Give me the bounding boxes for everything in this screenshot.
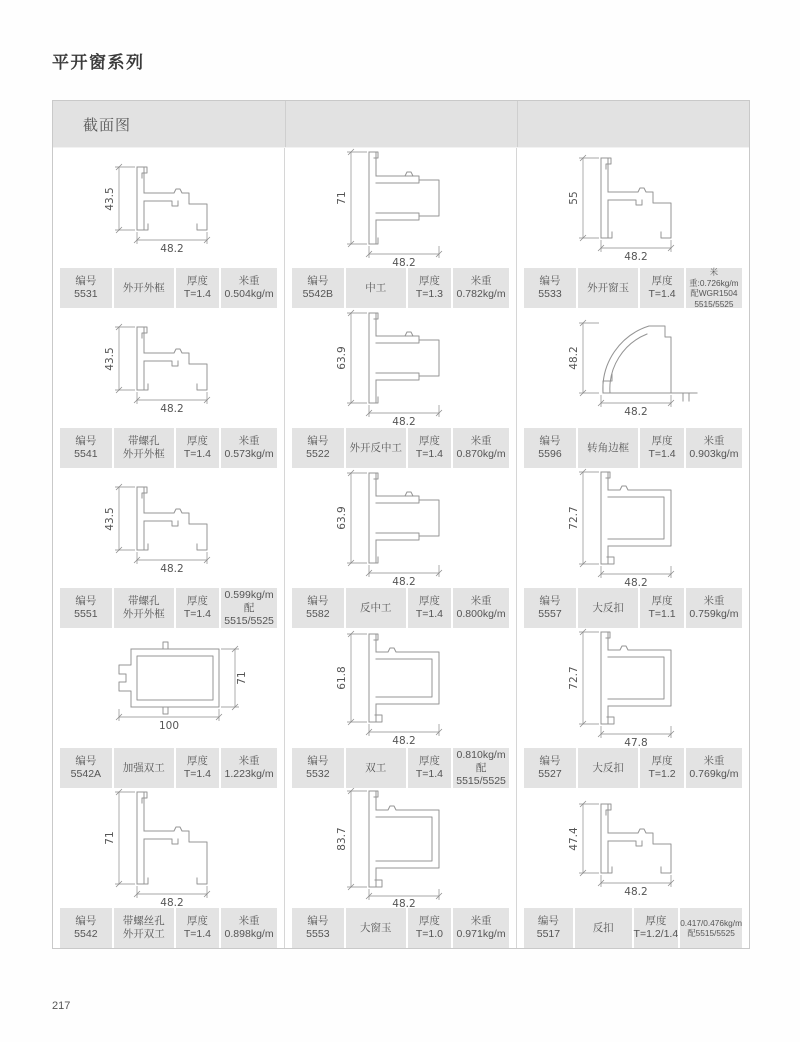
spec-strip	[285, 748, 516, 788]
dimension-label: 48.2	[159, 897, 184, 908]
profile-cell	[53, 148, 285, 308]
spec-line: 0.769kg/m	[689, 768, 739, 780]
spec-name	[578, 748, 638, 788]
spec-code	[60, 748, 112, 788]
spec-line: 0.417/0.476kg/m	[680, 917, 742, 928]
spec-line: 5596	[538, 448, 562, 460]
profile-outline	[601, 804, 671, 873]
spec-code	[524, 428, 576, 468]
spec-strip	[285, 908, 516, 948]
spec-weight	[686, 588, 742, 628]
spec-line: T=1.2/1.4	[633, 928, 679, 940]
spec-line: 5582	[306, 608, 330, 620]
dimension-label: 72.7	[568, 666, 580, 690]
spec-weight	[453, 588, 509, 628]
spec-line: 编号	[307, 915, 329, 927]
spec-line: 配5515/5525	[456, 761, 506, 787]
dimension-label: 48.2	[624, 886, 648, 898]
dimension-lines	[347, 310, 442, 417]
profile-diagram	[287, 308, 515, 428]
table-header-row	[53, 101, 749, 148]
spec-code	[292, 588, 344, 628]
spec-line: 0.903kg/m	[689, 448, 739, 460]
spec-code	[292, 908, 344, 948]
profile-outline	[601, 472, 671, 564]
spec-thickness	[176, 588, 219, 628]
spec-code	[60, 268, 112, 308]
spec-line: 5542A	[70, 768, 102, 780]
spec-line: T=1.3	[415, 288, 443, 300]
page-title: 平开窗系列	[52, 53, 145, 72]
spec-weight	[686, 268, 742, 308]
spec-line: 米重	[238, 435, 260, 447]
spec-weight	[221, 268, 277, 308]
spec-line: T=1.4	[183, 768, 211, 780]
spec-weight	[221, 748, 277, 788]
profile-cell	[285, 308, 517, 468]
spec-line: T=1.4	[648, 448, 676, 460]
spec-name	[114, 908, 174, 948]
profile-grid	[53, 148, 749, 948]
spec-line: 双工	[365, 761, 387, 774]
spec-name	[346, 908, 406, 948]
profile-diagram	[287, 468, 515, 588]
profile-diagram-area	[517, 628, 749, 748]
spec-name	[575, 908, 632, 948]
spec-line: 5522	[306, 448, 330, 460]
dimension-label: 48.2	[568, 346, 580, 370]
spec-line: 5542B	[302, 288, 334, 300]
spec-line: 5527	[538, 768, 562, 780]
profile-cell	[53, 308, 285, 468]
spec-code	[292, 748, 344, 788]
dimension-label: 100	[158, 720, 179, 732]
spec-name	[578, 268, 638, 308]
spec-line: 厚度	[418, 915, 440, 927]
dimension-lines	[579, 469, 674, 578]
spec-code	[60, 588, 112, 628]
spec-weight	[686, 428, 742, 468]
dimension-label: 61.8	[335, 666, 348, 690]
spec-thickness	[640, 268, 684, 308]
profile-outline	[369, 634, 439, 722]
spec-line: 转角边框	[587, 441, 630, 454]
dimension-label: 48.2	[391, 257, 416, 268]
spec-weight	[680, 908, 742, 948]
table-header-label: 截面图	[83, 116, 132, 134]
spec-name	[114, 748, 174, 788]
spec-name	[346, 428, 406, 468]
profile-cell	[53, 788, 285, 948]
spec-code	[60, 908, 112, 948]
profile-diagram-area	[285, 788, 516, 908]
profile-diagram	[519, 148, 747, 268]
spec-thickness	[176, 268, 219, 308]
spec-thickness	[408, 748, 451, 788]
dimension-lines	[579, 320, 674, 407]
spec-line: 5515/5525	[694, 298, 734, 309]
spec-strip	[53, 588, 284, 628]
spec-line: 编号	[75, 275, 97, 287]
spec-line: 外开双工	[122, 928, 165, 940]
profile-outline	[603, 326, 697, 401]
dimension-label: 48.2	[391, 735, 416, 747]
spec-line: T=1.4	[415, 608, 443, 620]
spec-code	[524, 908, 573, 948]
profile-diagram-area	[285, 308, 516, 428]
profile-outline	[601, 632, 671, 724]
spec-line: 编号	[75, 915, 97, 927]
spec-line: 编号	[539, 755, 561, 767]
spec-code	[524, 268, 576, 308]
spec-line: 5553	[306, 928, 330, 940]
spec-line: 编号	[307, 435, 329, 447]
spec-line: 5531	[74, 288, 98, 300]
spec-line: T=1.4	[183, 928, 211, 940]
spec-line: 外开外框	[122, 281, 165, 294]
profile-cell	[53, 468, 285, 628]
dimension-lines	[347, 149, 442, 258]
spec-line: 外开外框	[122, 608, 165, 620]
spec-line: 0.800kg/m	[456, 608, 506, 620]
dimension-label: 48.2	[624, 251, 648, 263]
spec-code	[292, 268, 344, 308]
spec-line: 编号	[537, 915, 559, 927]
dimension-label: 48.2	[391, 898, 416, 908]
spec-name	[346, 588, 406, 628]
spec-strip	[517, 588, 749, 628]
spec-line: 5517	[536, 928, 561, 940]
spec-code	[524, 588, 576, 628]
spec-line: 编号	[539, 595, 561, 607]
profile-diagram-area	[53, 148, 284, 268]
dimension-label: 83.7	[335, 827, 348, 851]
spec-line: T=1.1	[648, 608, 676, 620]
spec-thickness	[408, 428, 451, 468]
spec-line: 5532	[306, 768, 330, 780]
spec-line: 5551	[74, 608, 98, 620]
spec-strip	[517, 748, 749, 788]
dimension-lines	[579, 629, 674, 738]
spec-strip	[285, 268, 516, 308]
spec-thickness	[640, 588, 684, 628]
spec-line: 米重:0.726kg/m	[689, 267, 739, 288]
spec-line: 厚度	[651, 755, 673, 767]
spec-line: 配5515/5525	[687, 928, 735, 938]
profile-diagram-area	[285, 148, 516, 268]
spec-line: 0.504kg/m	[224, 288, 274, 300]
spec-strip	[517, 428, 749, 468]
dimension-label: 71	[103, 831, 116, 845]
section-table	[52, 100, 750, 949]
profile-outline	[137, 792, 207, 884]
page-number: 217	[52, 1000, 71, 1012]
profile-diagram	[519, 628, 747, 748]
dimension-label: 48.2	[159, 243, 184, 255]
spec-line: 大反扣	[592, 761, 624, 774]
spec-line: 编号	[307, 275, 329, 287]
spec-line: 厚度	[651, 275, 673, 287]
dimension-label: 47.4	[568, 827, 580, 851]
spec-strip	[53, 748, 284, 788]
spec-name	[346, 268, 406, 308]
profile-diagram-area	[53, 788, 284, 908]
spec-thickness	[640, 748, 684, 788]
spec-line: 厚度	[186, 275, 208, 287]
profile-outline	[369, 152, 439, 244]
dimension-lines	[115, 789, 210, 898]
dimension-label: 63.9	[335, 506, 348, 530]
dimension-lines	[347, 470, 442, 577]
profile-diagram	[519, 468, 747, 588]
dimension-label: 72.7	[568, 506, 580, 530]
spec-line: 米重	[238, 275, 260, 287]
profile-diagram-area	[517, 308, 749, 428]
dimension-lines	[347, 631, 442, 736]
dimension-label: 43.5	[103, 347, 116, 371]
spec-code	[292, 428, 344, 468]
profile-diagram	[55, 468, 283, 588]
profile-outline	[137, 487, 207, 550]
spec-line: 5557	[538, 608, 562, 620]
profile-diagram-area	[517, 468, 749, 588]
spec-line: 米重	[470, 275, 492, 287]
spec-thickness	[176, 428, 219, 468]
profile-diagram-area	[517, 788, 749, 908]
profile-diagram-area	[53, 468, 284, 588]
profile-cell	[517, 628, 749, 788]
spec-line: 厚度	[418, 275, 440, 287]
spec-weight	[453, 268, 509, 308]
spec-line: 5542	[74, 928, 98, 940]
spec-line: 编号	[307, 595, 329, 607]
profile-diagram	[55, 788, 283, 908]
spec-strip	[517, 908, 749, 948]
profile-diagram	[287, 148, 515, 268]
dimension-label: 48.2	[391, 416, 416, 428]
spec-line: 0.782kg/m	[456, 288, 506, 300]
spec-line: 米重	[470, 435, 492, 447]
spec-line: 米重	[238, 755, 260, 767]
spec-line: 编号	[307, 755, 329, 767]
profile-cell	[517, 468, 749, 628]
spec-name	[578, 428, 638, 468]
dimension-lines	[116, 646, 239, 721]
profile-outline	[601, 158, 671, 238]
spec-line: 大反扣	[592, 601, 624, 614]
spec-line: 配WGR1504	[690, 288, 738, 298]
spec-thickness	[408, 588, 451, 628]
spec-line: T=1.4	[415, 448, 443, 460]
profile-outline	[137, 327, 207, 390]
spec-line: T=1.4	[415, 768, 443, 780]
profile-outline	[369, 313, 439, 403]
spec-weight	[221, 428, 277, 468]
spec-name	[114, 428, 174, 468]
profile-diagram	[287, 788, 515, 908]
spec-line: 厚度	[418, 755, 440, 767]
profile-outline	[119, 642, 219, 714]
spec-weight	[453, 908, 509, 948]
spec-line: 带螺丝孔	[122, 915, 165, 927]
spec-strip	[53, 268, 284, 308]
spec-thickness	[176, 748, 219, 788]
spec-line: 反扣	[592, 921, 614, 934]
profile-outline	[369, 473, 439, 563]
spec-line: 米重	[238, 915, 260, 927]
spec-line: T=1.4	[183, 608, 211, 620]
spec-line: 米重	[703, 595, 725, 607]
spec-line: 米重	[703, 435, 725, 447]
spec-name	[114, 588, 174, 628]
spec-line: 厚度	[186, 915, 208, 927]
spec-line: 编号	[539, 275, 561, 287]
profile-outline	[137, 167, 207, 230]
spec-weight	[453, 428, 509, 468]
spec-line: 0.759kg/m	[689, 608, 739, 620]
spec-weight	[221, 588, 277, 628]
spec-line: 5533	[538, 288, 562, 300]
spec-line: 0.971kg/m	[456, 928, 506, 940]
spec-line: 5541	[74, 448, 98, 460]
spec-line: 厚度	[186, 435, 208, 447]
spec-line: T=1.0	[415, 928, 443, 940]
spec-name	[114, 268, 174, 308]
spec-strip	[53, 908, 284, 948]
profile-diagram	[55, 628, 283, 748]
dimension-lines	[347, 788, 442, 900]
spec-line: 配5515/5525	[224, 601, 274, 627]
profile-cell	[285, 628, 517, 788]
spec-line: 反中工	[359, 601, 392, 614]
spec-line: 编号	[75, 595, 97, 607]
spec-code	[60, 428, 112, 468]
spec-strip	[517, 268, 749, 308]
spec-line: 大窗玉	[359, 921, 392, 934]
spec-line: 0.599kg/m	[224, 588, 274, 601]
spec-line: T=1.4	[183, 448, 211, 460]
spec-weight	[686, 748, 742, 788]
spec-line: 厚度	[645, 915, 667, 927]
header-column-divider	[285, 101, 286, 147]
dimension-label: 43.5	[103, 187, 116, 211]
spec-line: 外开外框	[122, 448, 165, 460]
profile-cell	[285, 788, 517, 948]
spec-line: 米重	[470, 915, 492, 927]
spec-line: 外开窗玉	[587, 281, 630, 294]
dimension-label: 48.2	[624, 406, 648, 418]
spec-line: 厚度	[418, 435, 440, 447]
spec-thickness	[176, 908, 219, 948]
spec-name	[346, 748, 406, 788]
profile-outline	[369, 791, 439, 887]
profile-cell	[53, 628, 285, 788]
spec-line: 加强双工	[122, 761, 165, 774]
spec-thickness	[640, 428, 684, 468]
profile-diagram	[55, 148, 283, 268]
profile-cell	[517, 148, 749, 308]
dimension-label: 71	[235, 671, 248, 685]
dimension-label: 47.8	[624, 737, 648, 748]
spec-thickness	[408, 268, 451, 308]
profile-diagram-area	[53, 628, 284, 748]
dimension-label: 48.2	[624, 577, 648, 588]
dimension-label: 48.2	[159, 403, 184, 415]
spec-line: 中工	[365, 281, 387, 294]
spec-line: 0.573kg/m	[224, 448, 274, 460]
profile-diagram	[519, 308, 747, 428]
spec-line: 米重	[470, 595, 492, 607]
profile-diagram-area	[285, 628, 516, 748]
spec-strip	[285, 588, 516, 628]
spec-line: 厚度	[418, 595, 440, 607]
spec-thickness	[408, 908, 451, 948]
spec-line: 0.898kg/m	[224, 928, 274, 940]
spec-line: 厚度	[186, 755, 208, 767]
dimension-label: 63.9	[335, 346, 348, 370]
spec-line: 1.223kg/m	[224, 768, 274, 780]
spec-weight	[221, 908, 277, 948]
spec-line: 带螺孔	[127, 595, 160, 607]
profile-diagram	[519, 788, 747, 908]
dimension-label: 71	[335, 191, 348, 205]
spec-line: 编号	[75, 435, 97, 447]
spec-line: 带螺孔	[127, 435, 160, 447]
dimension-label: 48.2	[159, 563, 184, 575]
profile-cell	[517, 308, 749, 468]
spec-line: T=1.4	[183, 288, 211, 300]
spec-line: 外开反中工	[349, 441, 402, 454]
profile-diagram-area	[285, 468, 516, 588]
spec-line: T=1.4	[648, 288, 676, 300]
spec-thickness	[634, 908, 679, 948]
spec-line: 厚度	[651, 595, 673, 607]
spec-name	[578, 588, 638, 628]
spec-line: 米重	[703, 755, 725, 767]
spec-strip	[285, 428, 516, 468]
spec-line: 0.870kg/m	[456, 448, 506, 460]
header-column-divider	[517, 101, 518, 147]
spec-line: 厚度	[651, 435, 673, 447]
profile-cell	[285, 148, 517, 308]
spec-line: T=1.2	[648, 768, 676, 780]
spec-line: 厚度	[186, 595, 208, 607]
profile-diagram	[287, 628, 515, 748]
profile-diagram-area	[53, 308, 284, 428]
dimension-label: 55	[568, 191, 580, 205]
profile-diagram	[55, 308, 283, 428]
dimension-label: 48.2	[391, 576, 416, 588]
spec-line: 编号	[75, 755, 97, 767]
spec-line: 0.810kg/m	[456, 748, 506, 761]
profile-cell	[517, 788, 749, 948]
spec-line: 编号	[539, 435, 561, 447]
profile-diagram-area	[517, 148, 749, 268]
spec-code	[524, 748, 576, 788]
spec-strip	[53, 428, 284, 468]
profile-cell	[285, 468, 517, 628]
spec-weight	[453, 748, 509, 788]
dimension-label: 43.5	[103, 507, 116, 531]
